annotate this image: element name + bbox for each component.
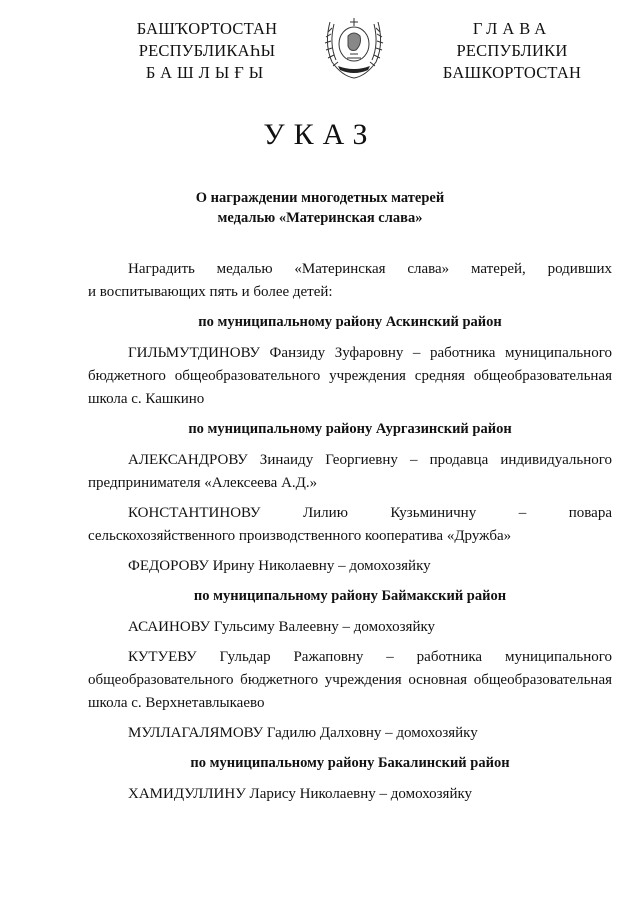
entry-line-1: ГИЛЬМУТДИНОВУ Фанзиду Зуфаровну – работника муниципального bbox=[128, 345, 612, 361]
subject-line-1: О награждении многодетных матерей bbox=[195, 190, 445, 206]
award-entry: АСАИНОВУ Гульсиму Валеевну – домохозяйку bbox=[128, 619, 436, 635]
header-left-line-1: БАШҠОРТОСТАН bbox=[136, 19, 278, 38]
decree-subject bbox=[0, 188, 640, 228]
header-right-line-1: ГЛАВА bbox=[472, 19, 552, 38]
award-entry bbox=[88, 449, 612, 495]
header-russian bbox=[418, 18, 606, 84]
header-right-line-2: РЕСПУБЛИКИ bbox=[456, 41, 568, 60]
award-entry bbox=[88, 342, 612, 411]
decree-body bbox=[88, 258, 612, 813]
district-heading: по муниципальному району Баймакский район bbox=[193, 588, 507, 604]
award-entry bbox=[88, 502, 612, 548]
decree-title: УКАЗ bbox=[263, 118, 377, 151]
intro-line-1: Наградить медалью «Материнская слава» матерей, родивших bbox=[128, 261, 612, 277]
header-left-line-3: БАШЛЫҒЫ bbox=[145, 63, 269, 82]
header-bashkir bbox=[118, 18, 296, 84]
entry-line-1: КОНСТАНТИНОВУ Лилию Кузьминичну – повара bbox=[128, 505, 612, 521]
entry-rest: сельскохозяйственного производственного кооператива «Дружба» bbox=[88, 528, 512, 544]
entry-rest: общеобразовательного бюджетного учреждения основная общеобразовательная школа с. Верхнетавлыкаево bbox=[88, 672, 612, 711]
entry-line-1: КУТУЕВУ Гульдар Ражаповну – работника муниципального bbox=[128, 649, 612, 665]
award-entry: ФЕДОРОВУ Ирину Николаевну – домохозяйку bbox=[128, 558, 431, 574]
entry-rest: предпринимателя «Алексеева А.Д.» bbox=[88, 475, 318, 491]
award-entry bbox=[88, 646, 612, 715]
header-right-line-3: БАШКОРТОСТАН bbox=[442, 63, 582, 82]
award-entry: ХАМИДУЛЛИНУ Ларису Николаевну – домохозяйку bbox=[128, 786, 473, 802]
header-left-line-2: РЕСПУБЛИКАҺЫ bbox=[138, 41, 276, 60]
entry-rest: бюджетного общеобразовательного учреждения средняя общеобразовательная школа с. Кашкино bbox=[88, 368, 612, 407]
intro-paragraph bbox=[88, 258, 612, 304]
subject-line-2: медалью «Материнская слава» bbox=[217, 210, 423, 226]
district-heading: по муниципальному району Аскинский район bbox=[198, 314, 502, 330]
district-heading: по муниципальному району Бакалинский район bbox=[190, 755, 510, 771]
district-heading: по муниципальному району Аургазинский район bbox=[188, 421, 512, 437]
award-entry: МУЛЛАГАЛЯМОВУ Гадилю Далховну – домохозяйку bbox=[128, 725, 478, 741]
entry-line-1: АЛЕКСАНДРОВУ Зинаиду Георгиевну – продавца индивидуального bbox=[128, 452, 612, 468]
coat-of-arms-icon bbox=[320, 14, 388, 80]
intro-line-2: и воспитывающих пять и более детей: bbox=[88, 284, 333, 300]
